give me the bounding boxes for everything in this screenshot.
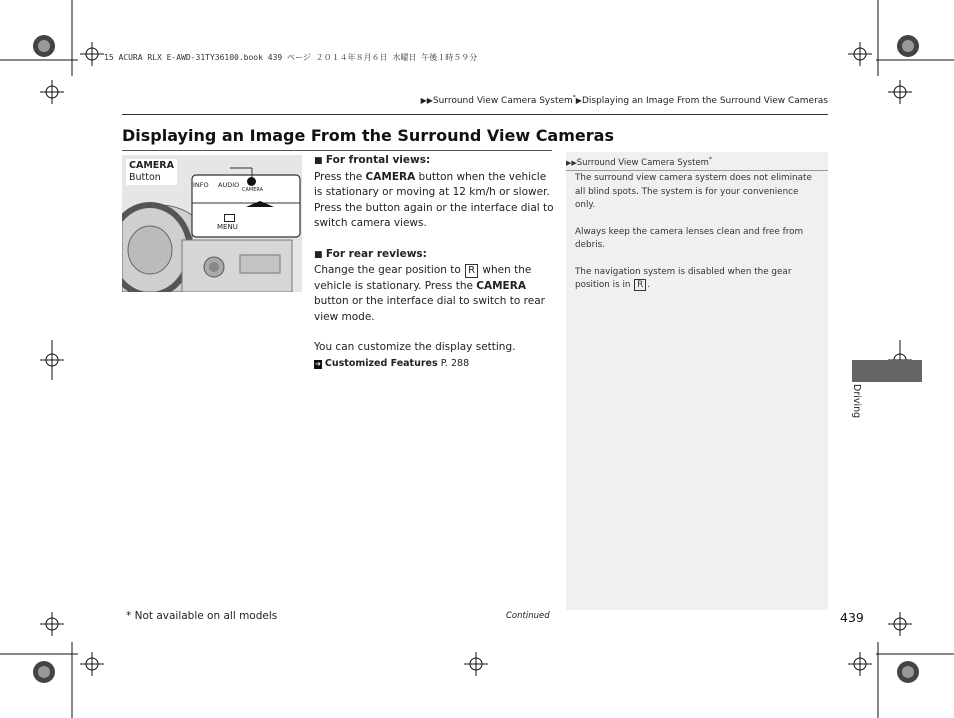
customize-text: You can customize the display setting.	[314, 341, 516, 353]
sidebar-heading: ▶▶Surround View Camera System*	[566, 155, 828, 171]
main-text	[314, 153, 554, 371]
header-rule	[122, 114, 828, 115]
gear-r-icon: R	[634, 279, 646, 291]
btn-camera-label: CAMERA	[242, 187, 264, 193]
camera-button-callout	[126, 159, 177, 185]
breadcrumb-level1[interactable]: Surround View Camera System	[432, 96, 573, 106]
continued-label: Continued	[506, 611, 550, 621]
frontal-heading: ■ For frontal views:	[314, 154, 431, 166]
chapter-tab-label: Driving	[851, 384, 862, 419]
customized-features-link[interactable]: ➔ Customized Features P. 288	[315, 357, 470, 369]
sidebar-para-3: The navigation system is disabled when the gear position is in R .	[575, 266, 792, 290]
chapter-tab	[852, 360, 922, 382]
breadcrumb-level2: Displaying an Image From the Surround View Cameras	[581, 96, 828, 106]
page-number: 439	[840, 610, 864, 625]
menu-icon	[224, 214, 235, 222]
breadcrumb-asterisk: *	[572, 94, 576, 101]
rear-heading: ■ For rear reviews:	[314, 247, 427, 260]
ref-arrow-icon: ➔	[315, 359, 321, 368]
footnote: * Not available on all models	[126, 610, 278, 622]
frontal-paragraph: Press the CAMERA button when the vehicle is stationary or moving at 12 km/h or slower. Press the button again or the interface dial to switch camera views.	[314, 170, 554, 229]
btn-menu-label: MENU	[217, 223, 238, 231]
square-bullet-icon: ■	[314, 249, 323, 260]
callout-line-1: CAMERA	[129, 160, 174, 171]
rear-paragraph: Change the gear position to R when the vehicle is stationary. Press the CAMERA button or the interface dial to switch to rear view mode.	[314, 264, 545, 323]
gear-r-icon: R	[465, 264, 478, 278]
title-rule	[122, 150, 552, 151]
sidebar-body	[575, 172, 820, 306]
btn-info-label: INFO	[193, 181, 209, 189]
camera-icon	[247, 177, 256, 186]
breadcrumb	[421, 94, 828, 106]
breadcrumb-arrow-icon: ▶	[575, 96, 582, 105]
sidebar-para-1: The surround view camera system does not eliminate all blind spots. The system is for your convenience only.	[575, 173, 812, 210]
page-title: Displaying an Image From the Surround View Cameras	[122, 126, 614, 145]
print-header: 15 ACURA RLX E-AWD-31TY36100.book 439 ページ ２０１４年８月６日 水曜日 午後１時５９分	[104, 53, 478, 62]
breadcrumb-arrow-icon: ▶▶	[420, 96, 433, 105]
sidebar-para-2: Always keep the camera lenses clean and free from debris.	[575, 226, 804, 250]
square-bullet-icon: ■	[314, 156, 323, 166]
btn-audio-label: AUDIO	[218, 181, 240, 189]
sidebar-arrow-icon: ▶▶	[566, 158, 577, 167]
callout-line-2: Button	[129, 172, 161, 183]
